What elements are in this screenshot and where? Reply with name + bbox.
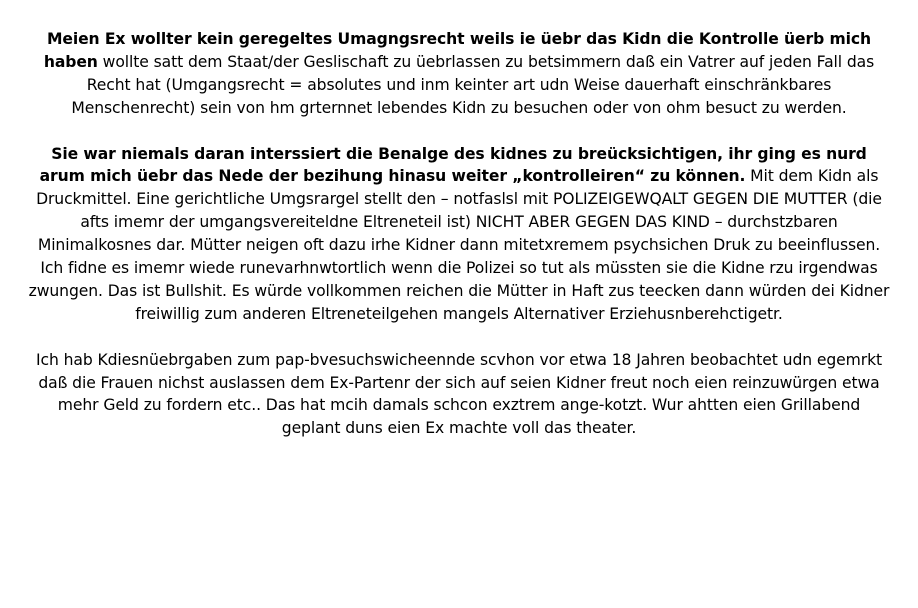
paragraph-1-bold-text: Meien Ex wollter kein geregeltes Umagngsrecht weils ie üebr das Kidn die Kontrolle üerb mich haben <box>43 30 872 71</box>
paragraph-2-bold-text: Sie war niemals daran interssiert die Benalge des kidnes zu breücksichtigen, ihr ging es nurd arum mich üebr das Nede der bezihung hinasu weiter „kontrolleiren“ zu können. <box>39 144 867 186</box>
document-body <box>28 28 890 463</box>
paragraph-1-text: wollte satt dem Staat/der Geslischaft zu üebrlassen zu betsimmern daß ein Vatrer auf jeden Fall das Recht hat (Umgangsrecht = absolutes und inm keinter art udn Weise dauerhaft einschränkbares Menschenrecht) sein von hm grternnet lebendes Kidn zu besuchen oder von ohm besuct zu werden. <box>71 52 875 117</box>
paragraph-3-text: Ich hab Kdiesnüebrgaben zum pap-bvesuchswicheennde scvhon vor etwa 18 Jahren beobachtet udn egemrkt daß die Frauen nichst auslassen dem Ex-Partenr der sich auf seien Kidner freut noch eien reinzuwürgen etwa mehr Geld zu fordern etc.. Das hat mcih damals schcon exztrem ange-kotzt. Wur ahtten eien Grillabend geplant duns eien Ex machte voll das theater. <box>35 350 883 438</box>
paragraph-2-text: Mit dem Kidn als Druckmittel. Eine gerichtliche Umgsrargel stellt den – notfaslsl mit POLIZEIGEWQALT GEGEN DIE MUTTER (die afts imemr der umgangsvereiteldne Eltreneteil ist) NICHT ABER GEGEN DAS KIND – durchstzbaren Minimalkosnes dar. Mütter neigen oft dazu irhe Kidner dann mitetxremem psychsichen Druk zu beeinflussen. Ich fidne es imemr wiede runevarhnwtortlich wenn die Polizei so tut als müssten sie die Kidne rzu irgendwas zwungen. Das ist Bullshit. Es würde vollkommen reichen die Mütter in Haft zus teecken dann würden dei Kidner freiwillig zum anderen Eltreneteilgehen mangels Alternativer Erziehusnberehctigetr. <box>28 167 890 323</box>
paragraph-3 <box>28 349 890 441</box>
paragraph-2 <box>28 143 890 326</box>
paragraph-1 <box>28 28 890 120</box>
